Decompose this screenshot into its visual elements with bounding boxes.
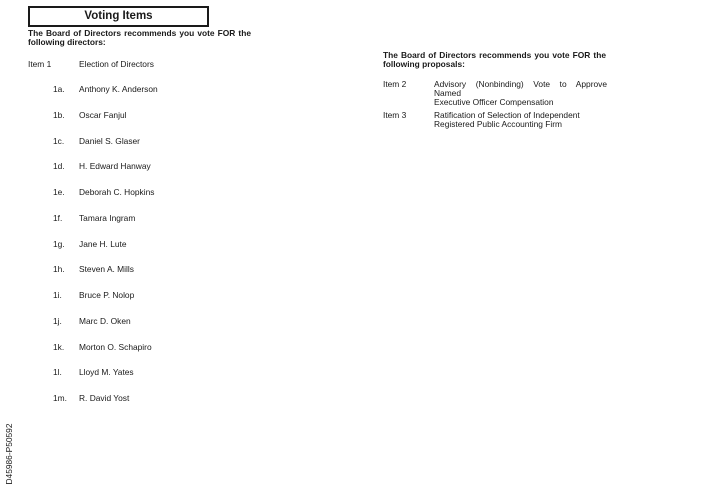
director-name: Oscar Fanjul (79, 110, 127, 120)
director-name: Jane H. Lute (79, 239, 127, 249)
document-control-code (0, 418, 18, 490)
director-name: Lloyd M. Yates (79, 367, 134, 377)
voting-items-title: Voting Items (28, 6, 209, 27)
director-number: 1j. (53, 316, 62, 326)
proposals-recommendation: The Board of Directors recommends you vote FOR the following proposals: (383, 50, 606, 69)
director-number: 1h. (53, 264, 65, 274)
director-name: H. Edward Hanway (79, 161, 151, 171)
director-number: 1a. (53, 84, 65, 94)
proposal-text (434, 80, 607, 107)
director-name: Tamara Ingram (79, 213, 136, 223)
director-name: Steven A. Mills (79, 264, 134, 274)
director-number: 1g. (53, 239, 65, 249)
director-name: Anthony K. Anderson (79, 84, 158, 94)
proposal-text-line: Executive Officer Compensation (434, 97, 554, 107)
proposal-text-line: Ratification of Selection of Independent (434, 110, 580, 120)
proposal-text-line: Registered Public Accounting Firm (434, 119, 563, 129)
director-number: 1l. (53, 367, 62, 377)
proposal-number: Item 3 (383, 110, 407, 120)
proposal-text (434, 111, 607, 129)
director-name: Bruce P. Nolop (79, 290, 135, 300)
director-name: Morton O. Schapiro (79, 342, 152, 352)
director-name: R. David Yost (79, 393, 130, 403)
proposal-number: Item 2 (383, 79, 407, 89)
director-number: 1i. (53, 290, 62, 300)
document-control-code-text: D45986-P50592 (4, 423, 14, 485)
director-number: 1d. (53, 161, 65, 171)
director-name: Marc D. Oken (79, 316, 131, 326)
director-number: 1k. (53, 342, 65, 352)
director-number: 1m. (53, 393, 67, 403)
director-number: 1b. (53, 110, 65, 120)
directors-recommendation: The Board of Directors recommends you vote FOR the following directors: (28, 28, 251, 47)
director-number: 1e. (53, 187, 65, 197)
proposal-item-2 (383, 79, 609, 107)
item-1-number: Item 1 (28, 59, 52, 69)
item-1-label: Election of Directors (79, 59, 154, 69)
director-name: Daniel S. Glaser (79, 136, 140, 146)
proposal-item-3 (383, 111, 609, 131)
proposal-text-line: Advisory (Nonbinding) Vote to Approve Named (434, 79, 607, 98)
director-number: 1f. (53, 213, 63, 223)
director-number: 1c. (53, 136, 65, 146)
director-name: Deborah C. Hopkins (79, 187, 155, 197)
